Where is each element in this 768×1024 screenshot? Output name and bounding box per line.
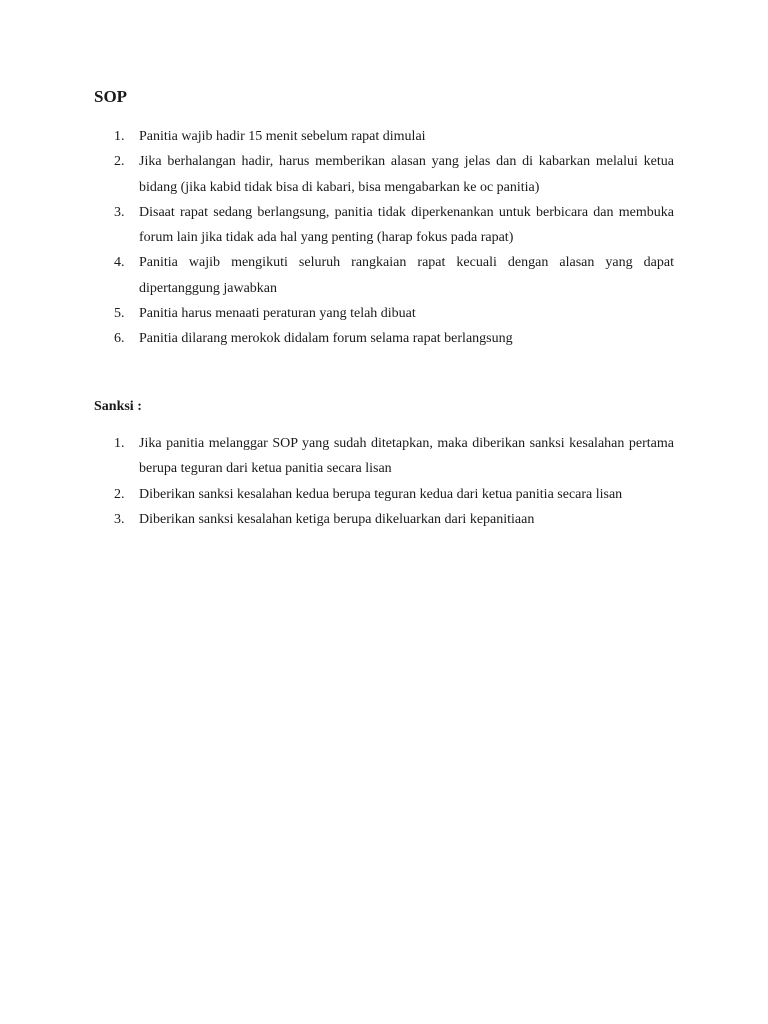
- list-number: 5.: [114, 306, 125, 322]
- sop-item-4: [0, 250, 768, 301]
- list-item-text: Diberikan sanksi kesalahan kedua berupa teguran kedua dari ketua panitia secara lisan: [139, 486, 623, 502]
- list-item-text: Jika panitia melanggar SOP yang sudah ditetapkan, maka diberikan sanksi kesalahan pertama berupa teguran dari ketua panitia secara lisan: [139, 436, 674, 477]
- list-item-text: Panitia wajib mengikuti seluruh rangkaian rapat kecuali dengan alasan yang dapat dipertanggung jawabkan: [139, 255, 674, 296]
- sop-list: [0, 124, 768, 352]
- list-item-text: Jika berhalangan hadir, harus memberikan alasan yang jelas dan di kabarkan melalui ketua bidang (jika kabid tidak bisa di kabari, bisa mengabarkan ke oc panitia): [139, 154, 674, 195]
- list-item-text: Panitia wajib hadir 15 menit sebelum rapat dimulai: [139, 129, 426, 144]
- list-item-text: Panitia dilarang merokok didalam forum selama rapat berlangsung: [139, 331, 513, 347]
- sop-item-5: [0, 301, 768, 326]
- sanksi-item-2: [0, 482, 768, 507]
- sop-item-1: [0, 124, 768, 149]
- list-number: 2.: [114, 154, 125, 170]
- sop-item-2: [0, 149, 768, 200]
- sanksi-list: [0, 431, 768, 532]
- list-item-text: Disaat rapat sedang berlangsung, panitia tidak diperkenankan untuk berbicara dan membuka forum lain jika tidak ada hal yang penting (harap fokus pada rapat): [139, 204, 674, 246]
- list-number: 2.: [114, 486, 125, 502]
- sanksi-item-3: [0, 507, 768, 532]
- list-number: 3.: [114, 204, 125, 220]
- list-number: 6.: [114, 331, 125, 347]
- list-number: 1.: [114, 129, 125, 144]
- list-item-text: Panitia harus menaati peraturan yang telah dibuat: [139, 306, 416, 322]
- sanksi-item-1: [0, 431, 768, 482]
- sanksi-heading: Sanksi :: [94, 399, 142, 414]
- sop-item-6: [0, 326, 768, 351]
- list-item-text: Diberikan sanksi kesalahan ketiga berupa dikeluarkan dari kepanitiaan: [139, 511, 535, 527]
- sop-item-3: [0, 200, 768, 251]
- sop-heading: SOP: [94, 87, 128, 106]
- list-number: 3.: [114, 511, 125, 527]
- list-number: 1.: [114, 436, 125, 451]
- list-number: 4.: [114, 255, 125, 271]
